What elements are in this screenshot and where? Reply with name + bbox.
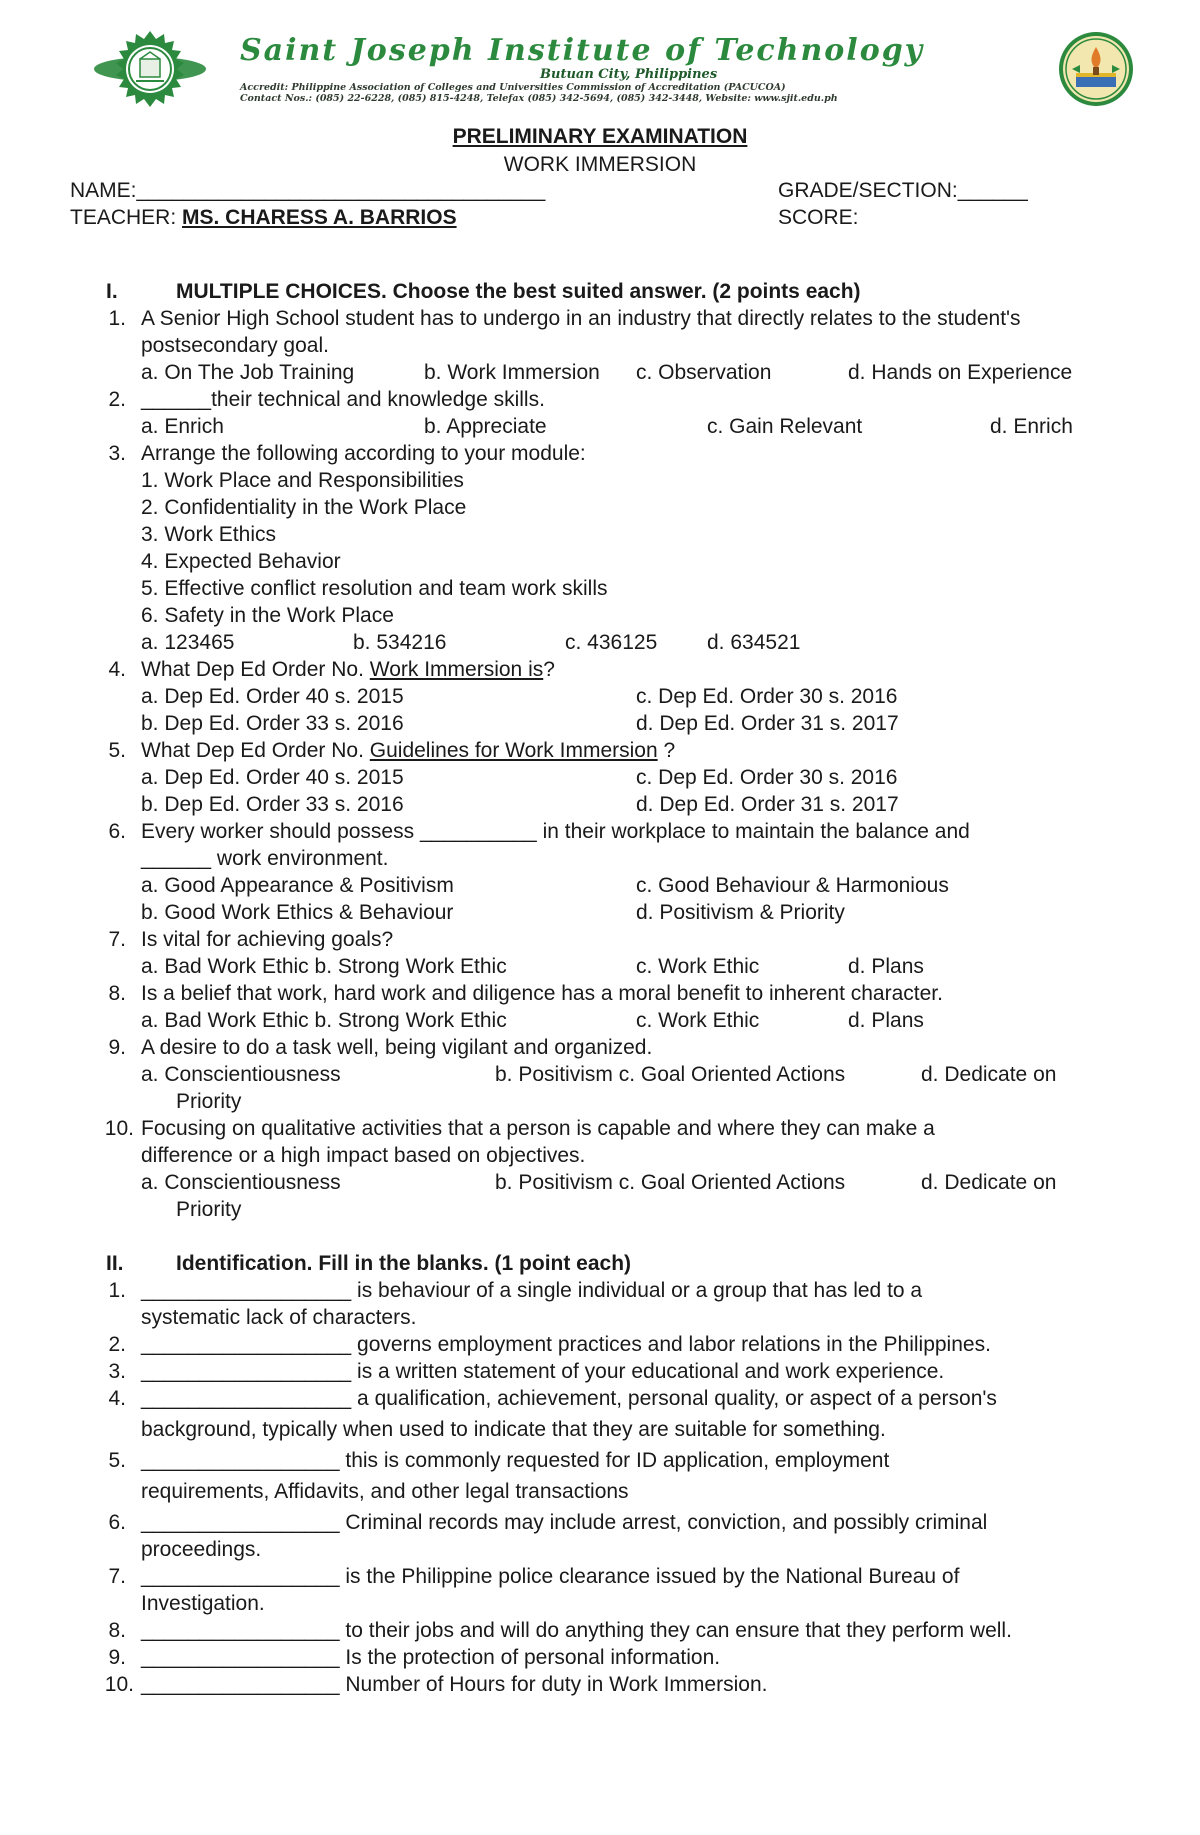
- part2-numeral: II.: [106, 1252, 124, 1275]
- question-text: Arrange the following according to your module:: [141, 442, 586, 465]
- question-number: 5.: [108, 739, 126, 762]
- item-number: 9.: [108, 1646, 126, 1669]
- question-text-prefix: What Dep Ed Order No.: [141, 739, 370, 762]
- question-text: [141, 657, 555, 683]
- item-number: 10.: [104, 1673, 134, 1696]
- choice-continuation: Priority: [176, 1198, 242, 1221]
- list-item: 2. Confidentiality in the Work Place: [141, 496, 467, 519]
- identification-item[interactable]: __________________ governs employment practices and labor relations in the Philippines.: [141, 1333, 991, 1356]
- choice-d: d. Positivism & Priority: [636, 901, 845, 924]
- choice-b: b. 534216: [353, 631, 447, 654]
- score-field[interactable]: SCORE:: [778, 206, 859, 229]
- choice-a-b: a. Bad Work Ethic b. Strong Work Ethic: [141, 1009, 507, 1032]
- identification-item[interactable]: __________________ is behaviour of a single individual or a group that has led to a: [141, 1279, 923, 1302]
- choice-d: d. Dep Ed. Order 31 s. 2017: [636, 712, 899, 735]
- choice-a: a. On The Job Training: [141, 361, 355, 384]
- choice-b: b. Good Work Ethics & Behaviour: [141, 901, 454, 924]
- item-number: 3.: [108, 1360, 126, 1383]
- item-number: 7.: [108, 1565, 126, 1588]
- identification-item[interactable]: __________________ is a written statement of your educational and work experience.: [141, 1360, 945, 1383]
- part2-heading: Identification. Fill in the blanks. (1 point each): [176, 1252, 632, 1275]
- identification-item[interactable]: _________________ is the Philippine police clearance issued by the National Bureau of: [141, 1565, 960, 1588]
- exam-title: PRELIMINARY EXAMINATION: [452, 125, 748, 148]
- teacher-line: [70, 205, 457, 231]
- identification-item[interactable]: _________________ Is the protection of personal information.: [141, 1646, 721, 1669]
- question-text: Focusing on qualitative activities that a person is capable and where they can make a: [141, 1117, 935, 1140]
- item-number: 4.: [108, 1387, 126, 1410]
- question-text: postsecondary goal.: [141, 334, 329, 357]
- choice-d: d. Plans: [848, 1009, 924, 1032]
- school-seal-left-icon: [80, 30, 220, 108]
- choice-a: a. Dep Ed. Order 40 s. 2015: [141, 685, 404, 708]
- choice-c: c. Observation: [636, 361, 772, 384]
- choice-d: d. Enrich: [990, 415, 1073, 438]
- identification-item[interactable]: _________________ this is commonly requested for ID application, employment: [141, 1449, 890, 1472]
- question-text: Every worker should possess __________ in their workplace to maintain the balance and: [141, 820, 970, 843]
- choice-b: b. Dep Ed. Order 33 s. 2016: [141, 712, 404, 735]
- question-text-suffix: ?: [657, 739, 676, 762]
- question-number: 9.: [108, 1036, 126, 1059]
- identification-item[interactable]: _________________ Criminal records may include arrest, conviction, and possibly criminal: [141, 1511, 988, 1534]
- identification-item[interactable]: _________________ to their jobs and will do anything they can ensure that they perform well.: [141, 1619, 1012, 1642]
- question-text: ______ work environment.: [141, 847, 389, 870]
- choice-c: c. Work Ethic: [636, 1009, 760, 1032]
- question-text: Is vital for achieving goals?: [141, 928, 394, 951]
- name-field[interactable]: NAME:___________________________________: [70, 179, 546, 202]
- choice-d: d. Plans: [848, 955, 924, 978]
- question-text: A Senior High School student has to undergo in an industry that directly relates to the student's: [141, 307, 1021, 330]
- choice-b: b. Dep Ed. Order 33 s. 2016: [141, 793, 404, 816]
- choice-d: d. Dedicate on: [921, 1171, 1057, 1194]
- question-number: 4.: [108, 658, 126, 681]
- part1-numeral: I.: [106, 280, 118, 303]
- question-text-underlined: Work Immersion is: [369, 658, 544, 681]
- choice-a: a. Enrich: [141, 415, 224, 438]
- choice-d: d. Dedicate on: [921, 1063, 1057, 1086]
- contact-line: Contact Nos.: (085) 22-6228, (085) 815-4248, Telefax (085) 342-5694, (085) 342-3448, Website: www.sjit.edu.ph: [240, 93, 838, 104]
- part1-heading: MULTIPLE CHOICES. Choose the best suited answer. (2 points each): [176, 280, 861, 303]
- identification-item-continued: systematic lack of characters.: [141, 1306, 417, 1329]
- question-number: 6.: [108, 820, 126, 843]
- question-number: 1.: [108, 307, 126, 330]
- choice-continuation: Priority: [176, 1090, 242, 1113]
- institution-name: Saint Joseph Institute of Technology: [240, 33, 925, 68]
- choice-c: c. Good Behaviour & Harmonious: [636, 874, 949, 897]
- question-text: Is a belief that work, hard work and diligence has a moral benefit to inherent character.: [141, 982, 943, 1005]
- choice-a: a. Good Appearance & Positivism: [141, 874, 454, 897]
- question-text-underlined: Guidelines for Work Immersion: [369, 739, 658, 762]
- choice-c: c. 436125: [565, 631, 658, 654]
- choice-d: d. Dep Ed. Order 31 s. 2017: [636, 793, 899, 816]
- letterhead: [80, 30, 1160, 110]
- institution-city: Butuan City, Philippines: [540, 67, 718, 82]
- choice-b-c: b. Positivism c. Goal Oriented Actions: [495, 1171, 846, 1194]
- question-number: 7.: [108, 928, 126, 951]
- list-item: 3. Work Ethics: [141, 523, 276, 546]
- question-text: [141, 738, 675, 764]
- exam-subject: WORK IMMERSION: [503, 153, 697, 176]
- choice-c: c. Work Ethic: [636, 955, 760, 978]
- identification-item[interactable]: _________________ Number of Hours for duty in Work Immersion.: [141, 1673, 768, 1696]
- item-number: 8.: [108, 1619, 126, 1642]
- letterhead-text: [240, 34, 1020, 104]
- question-number: 8.: [108, 982, 126, 1005]
- identification-item-continued: background, typically when used to indicate that they are suitable for something.: [141, 1418, 886, 1441]
- choice-d: d. 634521: [707, 631, 801, 654]
- accreditation-line: Accredit: Philippine Association of Colleges and Universities Commission of Accreditation (PACUCOA): [240, 82, 786, 93]
- list-item: 5. Effective conflict resolution and team work skills: [141, 577, 608, 600]
- list-item: 4. Expected Behavior: [141, 550, 341, 573]
- identification-item-continued: proceedings.: [141, 1538, 262, 1561]
- question-text: A desire to do a task well, being vigilant and organized.: [141, 1036, 653, 1059]
- question-text-prefix: What Dep Ed Order No.: [141, 658, 370, 681]
- list-item: 6. Safety in the Work Place: [141, 604, 394, 627]
- list-item: 1. Work Place and Responsibilities: [141, 469, 464, 492]
- choice-a: a. Conscientiousness: [141, 1171, 341, 1194]
- choice-d: d. Hands on Experience: [848, 361, 1073, 384]
- choice-b-c: b. Positivism c. Goal Oriented Actions: [495, 1063, 846, 1086]
- identification-item[interactable]: __________________ a qualification, achievement, personal quality, or aspect of a person's: [141, 1387, 997, 1410]
- school-seal-right-icon: [1032, 30, 1160, 108]
- question-text: ______their technical and knowledge skills.: [141, 388, 545, 411]
- item-number: 2.: [108, 1333, 126, 1356]
- choice-a: a. Dep Ed. Order 40 s. 2015: [141, 766, 404, 789]
- grade-section-field[interactable]: GRADE/SECTION:______: [778, 179, 1028, 202]
- item-number: 5.: [108, 1449, 126, 1472]
- choice-b: b. Appreciate: [424, 415, 547, 438]
- question-text: difference or a high impact based on objectives.: [141, 1144, 586, 1167]
- identification-item-continued: Investigation.: [141, 1592, 265, 1615]
- choice-c: c. Dep Ed. Order 30 s. 2016: [636, 685, 898, 708]
- question-number: 10.: [104, 1117, 134, 1140]
- item-number: 1.: [108, 1279, 126, 1302]
- choice-c: c. Dep Ed. Order 30 s. 2016: [636, 766, 898, 789]
- choice-a: a. Conscientiousness: [141, 1063, 341, 1086]
- choice-a-b: a. Bad Work Ethic b. Strong Work Ethic: [141, 955, 507, 978]
- choice-b: b. Work Immersion: [424, 361, 600, 384]
- question-number: 3.: [108, 442, 126, 465]
- question-number: 2.: [108, 388, 126, 411]
- identification-item-continued: requirements, Affidavits, and other legal transactions: [141, 1480, 629, 1503]
- choice-a: a. 123465: [141, 631, 235, 654]
- teacher-name: MS. CHARESS A. BARRIOS: [182, 206, 457, 229]
- item-number: 6.: [108, 1511, 126, 1534]
- choice-c: c. Gain Relevant: [707, 415, 863, 438]
- teacher-label: TEACHER:: [70, 206, 183, 229]
- question-text-suffix: ?: [543, 658, 555, 681]
